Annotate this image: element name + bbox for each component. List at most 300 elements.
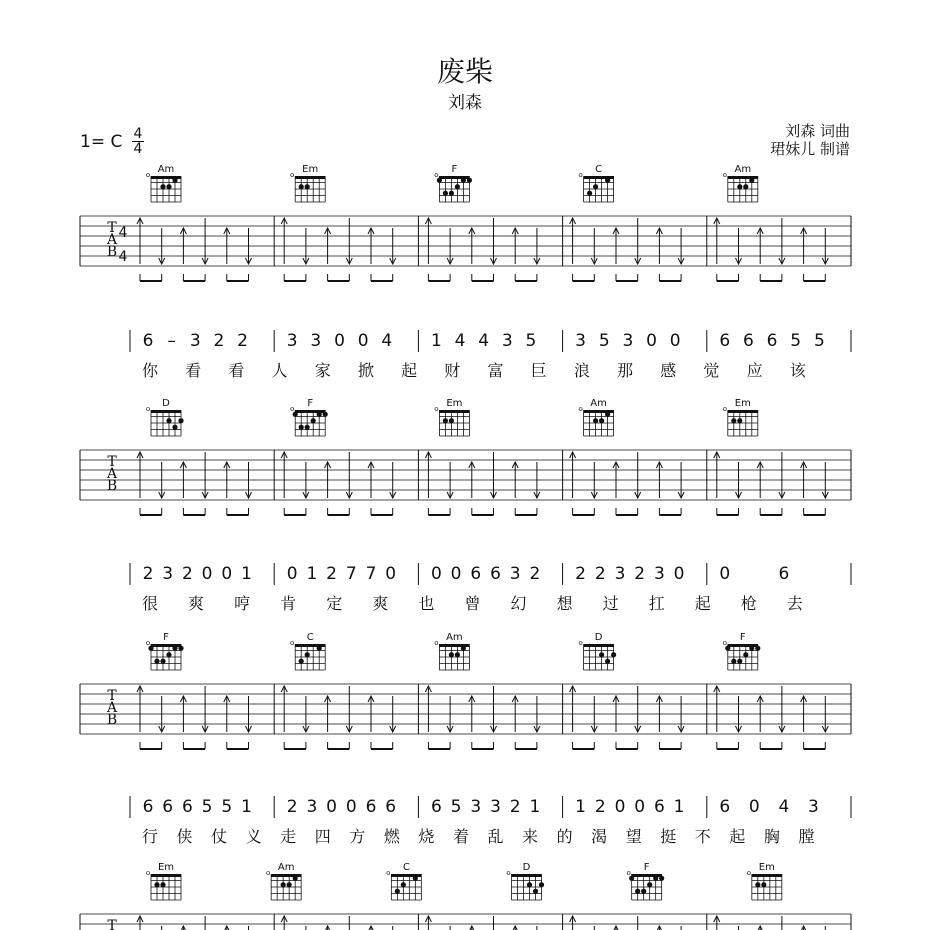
chord-name: Am [157,164,175,175]
jianpu-note: 4 [381,331,393,351]
chord-finger-dot [755,882,760,887]
jianpu-note: 0 [326,797,338,817]
chord-finger-dot [160,882,165,887]
jianpu-note: 2 [286,797,298,817]
chord-finger-dot [725,646,730,651]
lyric-char: 侠 [176,827,193,846]
chord-finger-dot [653,876,658,881]
jianpu-row [130,563,851,585]
lyric-char: 幻 [510,594,527,613]
chord-finger-dot [293,876,298,881]
lyric-char: 掀 [357,361,374,380]
lyric-char: 乱 [487,827,504,846]
chord-open-marker [435,642,438,645]
chord-finger-dot [461,178,466,183]
chord-open-marker [291,408,294,411]
chord-name: F [163,632,169,643]
lyric-char: 仗 [211,827,228,846]
chord-finger-dot [455,652,460,657]
chord-finger-dot [401,882,406,887]
chord-name: Am [734,164,752,175]
chord-finger-dot [166,184,171,189]
chord-finger-dot [449,191,454,196]
jianpu-note: 0 [614,797,626,817]
chord-open-marker [435,408,438,411]
chord-finger-dot [305,425,310,430]
jianpu-note: 3 [286,331,298,351]
lyric-char: 去 [786,594,803,613]
jianpu-note: 3 [622,331,634,351]
chord-finger-dot [647,882,652,887]
jianpu-note: 6 [766,331,778,351]
chord-finger-dot [737,659,742,664]
lyric-char: 着 [452,827,469,846]
jianpu-note: 1 [241,797,252,817]
tab-staff [80,914,851,930]
chord-finger-dot [311,418,316,423]
jianpu-note: 6 [162,797,174,817]
jianpu-note: 2 [326,564,338,584]
chord-finger-dot [587,191,592,196]
lyric-char: 四 [314,827,331,846]
chord-finger-dot [659,876,664,881]
chord-finger-dot [160,184,165,189]
chord-name: D [522,862,531,873]
chord-nut [512,874,542,877]
jianpu-note: 6 [430,797,442,817]
lyric-char: 方 [349,827,366,846]
chord-finger-dot [599,418,604,423]
lyric-char: 来 [522,827,539,846]
chord-open-marker [291,642,294,645]
jianpu-note: 3 [470,797,482,817]
jianpu-note: 3 [306,797,318,817]
jianpu-note: 2 [213,331,225,351]
key-signature: 1= C [80,132,123,152]
chord-finger-dot [593,418,598,423]
chord-finger-dot [605,178,610,183]
chord-finger-dot [166,652,171,657]
lyric-char: 走 [280,827,297,846]
lyric-char: 行 [141,827,159,846]
lyric-char: 哼 [234,594,251,613]
chord-finger-dot [443,418,448,423]
chord-name: F [307,398,314,409]
jianpu-note: 6 [778,564,790,584]
chord-name: Am [446,632,463,643]
lyric-char: 人 [271,361,288,380]
chord-finger-dot [743,184,748,189]
chord-open-marker [579,642,582,645]
chord-finger-dot [461,646,466,651]
chord-finger-dot [527,882,532,887]
jianpu-note: 1 [430,331,442,351]
chord-finger-dot [605,659,610,664]
chord-open-marker [387,872,390,875]
chord-name: Em [446,398,463,409]
chord-finger-dot [539,882,544,887]
chord-finger-dot [641,889,646,894]
jianpu-note: 5 [598,331,610,351]
chord-finger-dot [148,646,153,651]
chord-diagram-em [291,164,326,202]
chord-finger-dot [749,646,754,651]
lyric-char: 想 [556,594,573,613]
lyrics-row [142,594,803,613]
tab-time-top: 4 [118,225,128,241]
chord-finger-dot [317,646,322,651]
lyric-char: 觉 [703,361,720,380]
jianpu-note: 7 [345,564,357,584]
chord-diagram-f [291,398,328,436]
chord-finger-dot [413,876,418,881]
jianpu-note: 6 [142,797,154,817]
jianpu-note: 2 [594,797,606,817]
chord-finger-dot [761,882,766,887]
lyric-char: 巨 [530,361,547,380]
jianpu-note: 6 [385,797,397,817]
chord-diagram-am [267,862,302,900]
chord-finger-dot [755,646,760,651]
jianpu-note: 4 [478,331,490,351]
jianpu-note: 1 [306,564,318,584]
credit-transcriber: 珺妹儿 制谱 [770,140,850,158]
jianpu-note: 2 [634,564,646,584]
chord-finger-dot [605,412,610,417]
chord-finger-dot [305,652,310,657]
chord-open-marker [723,174,726,177]
jianpu-note: 3 [310,331,322,351]
jianpu-note: 0 [450,564,462,584]
lyric-char: 枪 [740,594,757,613]
song-title: 废柴 [436,55,493,88]
lyric-char: 曾 [464,594,481,613]
tab-clef-letter: T [107,220,117,236]
tab-time-bottom: 4 [118,249,128,265]
lyric-char: 肯 [280,594,297,613]
chord-finger-dot [593,184,598,189]
lyric-char: 看 [185,361,202,380]
lyric-char: 应 [746,361,763,380]
jianpu-note: 4 [454,331,466,351]
chord-open-marker [627,872,630,875]
lyric-char: 义 [245,827,262,846]
chord-open-marker [579,174,582,177]
chord-finger-dot [449,418,454,423]
chord-open-marker [147,408,150,411]
lyrics-row [142,361,807,380]
jianpu-note: 3 [653,564,665,584]
tab-staff [80,684,851,749]
chord-name: Em [302,164,319,175]
chord-finger-dot [281,882,286,887]
chord-open-marker [747,872,750,875]
chord-finger-dot [449,652,454,657]
lyric-char: 渴 [591,827,608,846]
jianpu-note: 1 [673,797,685,817]
chord-diagram-f [435,164,472,202]
chord-diagram-d [147,398,184,436]
chord-diagram-am [147,164,182,202]
chord-finger-dot [166,418,171,423]
jianpu-note: 6 [719,797,731,817]
chord-finger-dot [533,889,538,894]
chord-finger-dot [154,882,159,887]
chord-diagram-f [723,632,760,670]
chord-name: C [306,632,314,643]
lyric-char: 富 [487,361,504,380]
chord-finger-dot [172,178,177,183]
jianpu-note: 6 [653,797,665,817]
tab-clef-letter: B [106,244,118,260]
chord-finger-dot [635,889,640,894]
jianpu-note: 7 [365,564,377,584]
lyric-char: 爽 [372,594,389,613]
jianpu-note: 0 [221,564,233,584]
jianpu-note: 0 [345,797,357,817]
jianpu-note: 2 [181,564,193,584]
chord-nut [752,874,782,877]
lyric-char: 看 [228,361,245,380]
jianpu-note: 6 [470,564,482,584]
lyric-char: 望 [625,827,642,846]
jianpu-note: 3 [808,797,819,817]
jianpu-row [130,796,851,818]
jianpu-note: 3 [501,331,513,351]
chord-finger-dot [731,659,736,664]
chord-diagram-am [579,398,614,436]
jianpu-note: 0 [634,797,646,817]
jianpu-note: 3 [614,564,626,584]
tab-staff [80,216,851,281]
chord-diagram-d [507,862,544,900]
chord-open-marker [579,408,582,411]
tab-clef-letter: A [106,700,118,716]
chord-open-marker [435,174,438,177]
chord-finger-dot [317,412,322,417]
chord-name: Am [277,862,295,873]
jianpu-note: 6 [490,564,501,584]
lyric-char: 爽 [188,594,205,613]
jianpu-note: 6 [719,331,731,351]
lyric-char: 不 [694,827,711,846]
chord-finger-dot [154,659,159,664]
credit-lyrics-music: 刘森 词曲 [785,122,850,140]
jianpu-note: 0 [334,331,345,351]
chord-finger-dot [467,178,472,183]
tab-clef-letter: T [107,454,117,470]
chord-finger-dot [178,646,183,651]
chord-diagram-am [723,164,758,202]
jianpu-note: 1 [575,797,587,817]
chord-name: Em [734,398,751,409]
lyric-char: 膛 [798,827,815,846]
lyric-char: 浪 [573,361,590,380]
chord-finger-dot [437,178,442,183]
chord-finger-dot [293,412,298,417]
lyric-char: 挺 [660,827,677,846]
jianpu-note: 6 [365,797,377,817]
time-signature-top: 4 [133,126,143,142]
chord-finger-dot [178,418,183,423]
lyric-char: 财 [444,361,461,380]
tab-clef-letter: T [107,918,117,930]
chord-finger-dot [743,652,748,657]
chord-name: D [162,398,170,409]
chord-finger-dot [599,652,604,657]
chord-finger-dot [299,659,304,664]
chord-name: C [595,164,603,175]
jianpu-note: 0 [673,564,685,584]
jianpu-note: – [167,331,176,351]
lyric-char: 很 [141,594,159,613]
jianpu-note: 0 [669,331,681,351]
chord-nut [151,410,181,413]
chord-diagram-f [147,632,184,670]
chord-open-marker [507,872,510,875]
time-signature-bottom: 4 [133,141,143,157]
tab-clef-letter: A [106,466,118,482]
lyric-char: 过 [602,594,619,613]
jianpu-note: 0 [646,331,657,351]
chord-nut [728,410,758,413]
jianpu-note: 3 [162,564,174,584]
chord-diagram-em [723,398,758,436]
chord-finger-dot [299,184,304,189]
lyrics-row [142,827,814,846]
jianpu-note: 2 [575,564,587,584]
chord-diagram-d [579,632,616,670]
lyric-char: 扛 [648,594,665,613]
jianpu-note: 5 [221,797,233,817]
jianpu-note: 1 [529,797,541,817]
jianpu-note: 6 [181,797,193,817]
chord-finger-dot [443,191,448,196]
chord-open-marker [267,872,270,875]
jianpu-note: 0 [357,331,369,351]
tab-clef-letter: B [106,712,118,728]
tab-clef-letter: A [106,232,118,248]
jianpu-note: 1 [241,564,252,584]
chord-diagram-em [435,398,470,436]
chord-finger-dot [629,876,634,881]
jianpu-note: 5 [813,331,825,351]
chord-finger-dot [172,425,177,430]
lyric-char: 也 [418,594,435,613]
jianpu-note: 3 [189,331,201,351]
jianpu-note: 6 [142,331,154,351]
jianpu-note: 5 [790,331,802,351]
chord-open-marker [723,642,726,645]
chord-finger-dot [737,184,742,189]
song-artist: 刘森 [448,93,482,113]
lyric-char: 胸 [763,827,780,846]
lyric-char: 起 [694,594,711,613]
chord-name: F [643,862,650,873]
lyric-char: 烧 [418,827,435,846]
jianpu-note: 3 [490,797,501,817]
chord-name: F [739,632,746,643]
tab-clef-letter: B [106,478,118,494]
tab-clef-letter: T [107,688,117,704]
jianpu-note: 3 [575,331,587,351]
chord-name: Am [590,398,607,409]
lyric-char: 起 [729,827,746,846]
jianpu-note: 5 [525,331,537,351]
chord-nut [151,874,181,877]
chord-finger-dot [611,652,616,657]
chord-name: C [402,862,410,873]
chord-open-marker [291,174,294,177]
chord-diagram-em [147,862,182,900]
chord-name: D [594,632,603,643]
chord-diagram-am [435,632,470,670]
jianpu-note: 2 [594,564,606,584]
jianpu-note: 2 [529,564,541,584]
lyric-char: 感 [660,361,677,380]
chord-diagram-c [579,164,614,202]
chord-diagram-c [387,862,422,900]
jianpu-note: 4 [778,797,790,817]
lyric-char: 起 [401,361,418,380]
chord-name: F [451,164,458,175]
lyric-char: 你 [141,361,159,380]
jianpu-row [130,330,851,352]
chord-nut [439,410,469,413]
chord-finger-dot [299,425,304,430]
jianpu-note: 5 [450,797,462,817]
chord-nut [584,644,614,647]
chord-open-marker [147,872,150,875]
chord-finger-dot [395,889,400,894]
chord-finger-dot [160,659,165,664]
lyric-char: 的 [556,827,573,846]
chord-finger-dot [287,882,292,887]
jianpu-note: 2 [237,331,248,351]
jianpu-note: 0 [719,564,731,584]
chord-diagram-f [627,862,664,900]
chord-finger-dot [172,646,177,651]
jianpu-note: 0 [430,564,442,584]
jianpu-note: 5 [201,797,213,817]
chord-finger-dot [323,412,328,417]
chord-finger-dot [305,184,310,189]
chord-nut [295,176,325,179]
lyric-char: 燃 [383,827,400,846]
jianpu-note: 3 [509,564,521,584]
chord-finger-dot [749,178,754,183]
jianpu-note: 0 [385,564,397,584]
chord-finger-dot [731,418,736,423]
chord-diagram-em [747,862,782,900]
jianpu-note: 0 [748,797,760,817]
jianpu-note: 6 [743,331,754,351]
lyric-char: 家 [314,361,331,380]
tab-staff [80,450,851,515]
chord-open-marker [723,408,726,411]
chord-open-marker [147,642,150,645]
chord-open-marker [147,174,150,177]
jianpu-note: 2 [142,564,154,584]
chord-name: Em [157,862,175,873]
chord-finger-dot [737,418,742,423]
jianpu-note: 0 [286,564,298,584]
lyric-char: 定 [326,594,343,613]
lyric-char: 那 [617,361,634,380]
chord-name: Em [758,862,775,873]
chord-finger-dot [455,184,460,189]
jianpu-note: 0 [201,564,213,584]
